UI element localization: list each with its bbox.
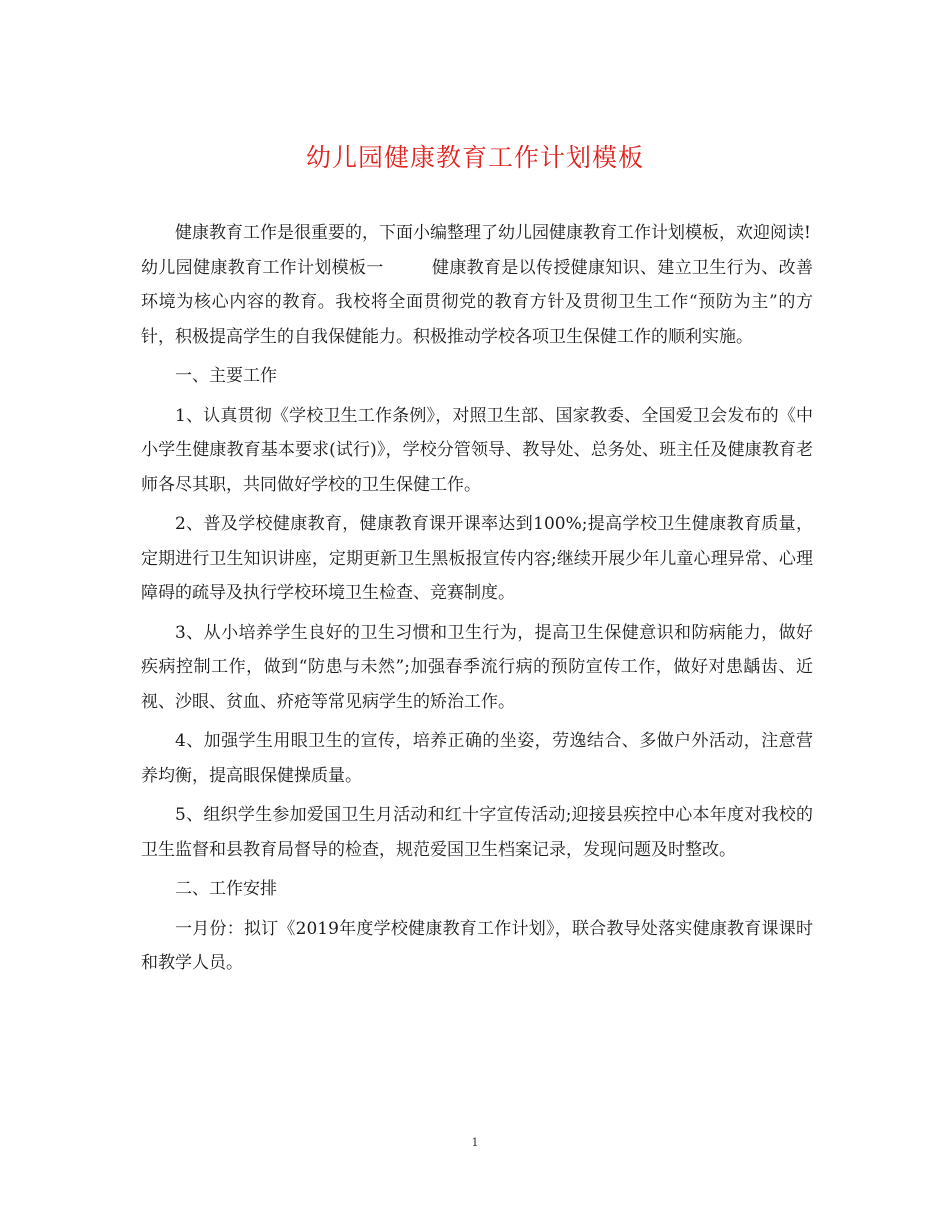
main-work-item-4: 4、加强学生用眼卫生的宣传，培养正确的坐姿，劳逸结合、多做户外活动，注意营养均衡，提高眼保健操质量。	[141, 731, 813, 786]
intro-paragraph: 健康教育工作是很重要的，下面小编整理了幼儿园健康教育工作计划模板，欢迎阅读!	[175, 223, 811, 243]
document-body	[141, 216, 813, 981]
main-work-heading: 一、主要工作	[175, 366, 277, 386]
january-plan: 一月份：拟订《2019年度学校健康教育工作计划》，联合教导处落实健康教育课课时和教学人员。	[141, 918, 813, 973]
work-schedule-heading: 二、工作安排	[175, 879, 277, 899]
main-work-item-1: 1、认真贯彻《学校卫生工作条例》，对照卫生部、国家教委、全国爱卫会发布的《中小学生健康教育基本要求(试行)》，学校分管领导、教导处、总务处、班主任及健康教育老师各尽其职，共同做好学校的卫生保健工作。	[141, 405, 813, 495]
section-text: 健康教育是以传授健康知识、建立卫生行为、改善环境为核心内容的教育。我校将全面贯彻党的教育方针及贯彻卫生工作“预防为主”的方针，积极提高学生的自我保健能力。积极推动学校各项卫生保健工作的顺利实施。	[141, 257, 814, 347]
page-number: 1	[471, 1136, 479, 1149]
section-label: 幼儿园健康教育工作计划模板一	[141, 257, 384, 278]
main-work-item-5: 5、组织学生参加爱国卫生月活动和红十字宣传活动;迎接县疾控中心本年度对我校的卫生监督和县教育局督导的检查，规范爱国卫生档案记录，发现问题及时整改。	[141, 805, 813, 860]
document-title: 幼儿园健康教育工作计划模板	[305, 143, 644, 172]
main-work-item-2: 2、普及学校健康教育，健康教育课开课率达到100%;提高学校卫生健康教育质量，定期进行卫生知识讲座，定期更新卫生黑板报宣传内容;继续开展少年儿童心理异常、心理障碍的疏导及执行学校环境卫生检查、竞赛制度。	[141, 514, 813, 603]
main-work-item-3: 3、从小培养学生良好的卫生习惯和卫生行为，提高卫生保健意识和防病能力，做好疾病控制工作，做到“防患与未然”;加强春季流行病的预防宣传工作，做好对患龋齿、近视、沙眼、贫血、疥疮等常见病学生的矫治工作。	[141, 622, 813, 712]
section-paragraph	[141, 251, 813, 355]
